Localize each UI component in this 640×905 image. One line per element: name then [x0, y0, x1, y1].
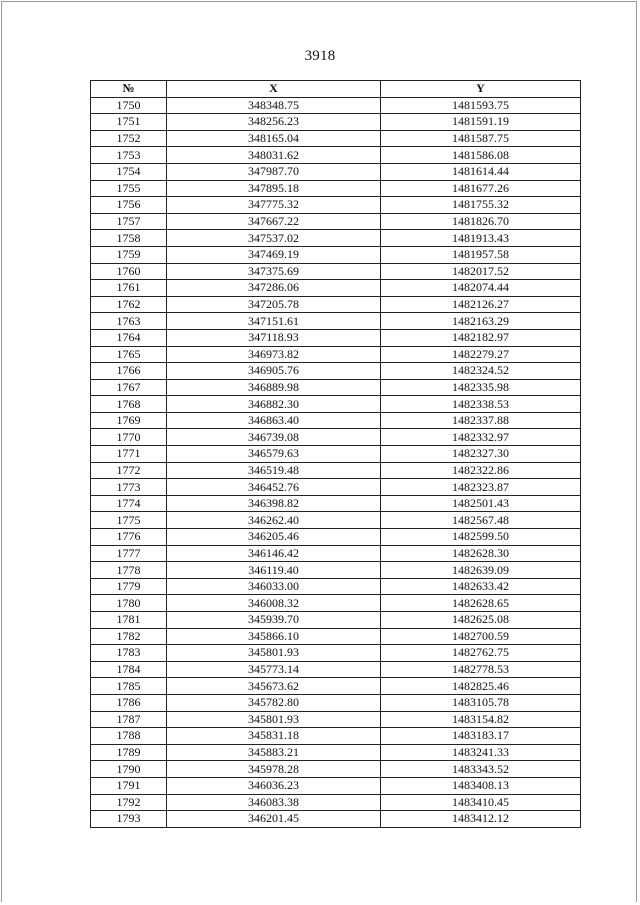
table-row [91, 628, 581, 645]
point-number-cell: 1764 [91, 329, 167, 346]
x-coordinate-cell: 346519.48 [167, 462, 381, 479]
point-number-cell: 1793 [91, 811, 167, 828]
point-number-cell: 1754 [91, 163, 167, 180]
point-number-cell: 1762 [91, 296, 167, 313]
table-row [91, 246, 581, 263]
x-coordinate-cell: 347537.02 [167, 230, 381, 247]
point-number-cell: 1752 [91, 130, 167, 147]
x-coordinate-cell: 346201.45 [167, 811, 381, 828]
table-row [91, 728, 581, 745]
point-number-cell: 1784 [91, 661, 167, 678]
table-row [91, 661, 581, 678]
x-coordinate-cell: 346739.08 [167, 429, 381, 446]
y-coordinate-cell: 1482279.27 [381, 346, 581, 363]
table-row [91, 545, 581, 562]
y-coordinate-cell: 1481677.26 [381, 180, 581, 197]
point-number-cell: 1760 [91, 263, 167, 280]
y-coordinate-cell: 1482825.46 [381, 678, 581, 695]
x-coordinate-cell: 345801.93 [167, 645, 381, 662]
x-coordinate-cell: 346882.30 [167, 396, 381, 413]
x-coordinate-cell: 347895.18 [167, 180, 381, 197]
x-coordinate-cell: 345782.80 [167, 694, 381, 711]
point-number-cell: 1774 [91, 495, 167, 512]
x-coordinate-cell: 346973.82 [167, 346, 381, 363]
table-row [91, 197, 581, 214]
table-row [91, 645, 581, 662]
table-row [91, 562, 581, 579]
x-coordinate-cell: 346398.82 [167, 495, 381, 512]
point-number-cell: 1756 [91, 197, 167, 214]
y-coordinate-cell: 1482633.42 [381, 578, 581, 595]
table-row [91, 744, 581, 761]
x-coordinate-cell: 346036.23 [167, 777, 381, 794]
x-coordinate-cell: 346146.42 [167, 545, 381, 562]
point-number-cell: 1766 [91, 363, 167, 380]
x-coordinate-cell: 346889.98 [167, 379, 381, 396]
x-coordinate-cell: 346083.38 [167, 794, 381, 811]
y-coordinate-cell: 1483343.52 [381, 761, 581, 778]
y-coordinate-cell: 1482332.97 [381, 429, 581, 446]
y-coordinate-cell: 1482335.98 [381, 379, 581, 396]
x-coordinate-cell: 346863.40 [167, 412, 381, 429]
point-number-cell: 1770 [91, 429, 167, 446]
table-row [91, 495, 581, 512]
x-coordinate-cell: 347375.69 [167, 263, 381, 280]
x-coordinate-cell: 346033.00 [167, 578, 381, 595]
point-number-cell: 1776 [91, 529, 167, 546]
x-coordinate-cell: 348031.62 [167, 147, 381, 164]
point-number-cell: 1792 [91, 794, 167, 811]
table-row [91, 180, 581, 197]
table-row [91, 313, 581, 330]
table-row [91, 114, 581, 131]
x-coordinate-cell: 346262.40 [167, 512, 381, 529]
x-coordinate-cell: 345978.28 [167, 761, 381, 778]
point-number-cell: 1775 [91, 512, 167, 529]
y-coordinate-cell: 1483241.33 [381, 744, 581, 761]
table-row [91, 429, 581, 446]
point-number-cell: 1791 [91, 777, 167, 794]
y-coordinate-cell: 1482567.48 [381, 512, 581, 529]
y-coordinate-cell: 1482762.75 [381, 645, 581, 662]
point-number-cell: 1783 [91, 645, 167, 662]
y-coordinate-cell: 1481826.70 [381, 213, 581, 230]
table-row [91, 263, 581, 280]
table-row [91, 280, 581, 297]
table-row [91, 462, 581, 479]
x-coordinate-cell: 346579.63 [167, 446, 381, 463]
x-coordinate-cell: 347118.93 [167, 329, 381, 346]
table-row [91, 529, 581, 546]
column-header-y: Y [381, 81, 581, 98]
point-number-cell: 1785 [91, 678, 167, 695]
y-coordinate-cell: 1482338.53 [381, 396, 581, 413]
point-number-cell: 1758 [91, 230, 167, 247]
table-header-row [91, 81, 581, 98]
page-number: 3918 [304, 48, 336, 64]
x-coordinate-cell: 345883.21 [167, 744, 381, 761]
y-coordinate-cell: 1482322.86 [381, 462, 581, 479]
table-row [91, 811, 581, 828]
table-row [91, 346, 581, 363]
y-coordinate-cell: 1482327.30 [381, 446, 581, 463]
table-row [91, 678, 581, 695]
point-number-cell: 1757 [91, 213, 167, 230]
y-coordinate-cell: 1482778.53 [381, 661, 581, 678]
point-number-cell: 1772 [91, 462, 167, 479]
table-row [91, 97, 581, 114]
table-row [91, 213, 581, 230]
point-number-cell: 1769 [91, 412, 167, 429]
table-row [91, 794, 581, 811]
table-row [91, 147, 581, 164]
table-body [91, 97, 581, 827]
point-number-cell: 1777 [91, 545, 167, 562]
point-number-cell: 1763 [91, 313, 167, 330]
table-row [91, 130, 581, 147]
table-row [91, 512, 581, 529]
table-row [91, 230, 581, 247]
point-number-cell: 1765 [91, 346, 167, 363]
point-number-cell: 1782 [91, 628, 167, 645]
y-coordinate-cell: 1481957.58 [381, 246, 581, 263]
table-row [91, 296, 581, 313]
point-number-cell: 1750 [91, 97, 167, 114]
y-coordinate-cell: 1482628.30 [381, 545, 581, 562]
point-number-cell: 1767 [91, 379, 167, 396]
point-number-cell: 1787 [91, 711, 167, 728]
y-coordinate-cell: 1482639.09 [381, 562, 581, 579]
point-number-cell: 1778 [91, 562, 167, 579]
point-number-cell: 1753 [91, 147, 167, 164]
x-coordinate-cell: 346905.76 [167, 363, 381, 380]
table-row [91, 363, 581, 380]
table-row [91, 163, 581, 180]
point-number-cell: 1781 [91, 612, 167, 629]
y-coordinate-cell: 1481755.32 [381, 197, 581, 214]
column-header-number: № [91, 81, 167, 98]
point-number-cell: 1755 [91, 180, 167, 197]
y-coordinate-cell: 1481586.08 [381, 147, 581, 164]
point-number-cell: 1761 [91, 280, 167, 297]
point-number-cell: 1789 [91, 744, 167, 761]
x-coordinate-cell: 346119.40 [167, 562, 381, 579]
point-number-cell: 1768 [91, 396, 167, 413]
x-coordinate-cell: 345831.18 [167, 728, 381, 745]
x-coordinate-cell: 347775.32 [167, 197, 381, 214]
y-coordinate-cell: 1483412.12 [381, 811, 581, 828]
table-row [91, 379, 581, 396]
table-row [91, 777, 581, 794]
y-coordinate-cell: 1482628.65 [381, 595, 581, 612]
x-coordinate-cell: 347469.19 [167, 246, 381, 263]
point-number-cell: 1759 [91, 246, 167, 263]
x-coordinate-cell: 345939.70 [167, 612, 381, 629]
table-row [91, 711, 581, 728]
table-row [91, 595, 581, 612]
x-coordinate-cell: 347151.61 [167, 313, 381, 330]
x-coordinate-cell: 347987.70 [167, 163, 381, 180]
point-number-cell: 1751 [91, 114, 167, 131]
x-coordinate-cell: 346008.32 [167, 595, 381, 612]
table-row [91, 761, 581, 778]
x-coordinate-cell: 346452.76 [167, 479, 381, 496]
x-coordinate-cell: 345801.93 [167, 711, 381, 728]
x-coordinate-cell: 347286.06 [167, 280, 381, 297]
point-number-cell: 1780 [91, 595, 167, 612]
x-coordinate-cell: 346205.46 [167, 529, 381, 546]
y-coordinate-cell: 1483154.82 [381, 711, 581, 728]
x-coordinate-cell: 347667.22 [167, 213, 381, 230]
y-coordinate-cell: 1483183.17 [381, 728, 581, 745]
table-row [91, 578, 581, 595]
x-coordinate-cell: 348348.75 [167, 97, 381, 114]
y-coordinate-cell: 1481587.75 [381, 130, 581, 147]
y-coordinate-cell: 1482074.44 [381, 280, 581, 297]
point-number-cell: 1771 [91, 446, 167, 463]
coordinates-table [90, 80, 581, 828]
table-row [91, 612, 581, 629]
y-coordinate-cell: 1481614.44 [381, 163, 581, 180]
y-coordinate-cell: 1482625.08 [381, 612, 581, 629]
table-row [91, 446, 581, 463]
point-number-cell: 1773 [91, 479, 167, 496]
y-coordinate-cell: 1483410.45 [381, 794, 581, 811]
x-coordinate-cell: 348256.23 [167, 114, 381, 131]
y-coordinate-cell: 1482324.52 [381, 363, 581, 380]
y-coordinate-cell: 1481593.75 [381, 97, 581, 114]
table-row [91, 396, 581, 413]
point-number-cell: 1779 [91, 578, 167, 595]
y-coordinate-cell: 1482337.88 [381, 412, 581, 429]
y-coordinate-cell: 1482599.50 [381, 529, 581, 546]
point-number-cell: 1790 [91, 761, 167, 778]
y-coordinate-cell: 1482700.59 [381, 628, 581, 645]
y-coordinate-cell: 1481591.19 [381, 114, 581, 131]
x-coordinate-cell: 345673.62 [167, 678, 381, 695]
y-coordinate-cell: 1482501.43 [381, 495, 581, 512]
y-coordinate-cell: 1481913.43 [381, 230, 581, 247]
table-row [91, 479, 581, 496]
x-coordinate-cell: 345866.10 [167, 628, 381, 645]
table-row [91, 412, 581, 429]
table-row [91, 329, 581, 346]
x-coordinate-cell: 347205.78 [167, 296, 381, 313]
y-coordinate-cell: 1482126.27 [381, 296, 581, 313]
y-coordinate-cell: 1483408.13 [381, 777, 581, 794]
point-number-cell: 1788 [91, 728, 167, 745]
point-number-cell: 1786 [91, 694, 167, 711]
table-row [91, 694, 581, 711]
y-coordinate-cell: 1482323.87 [381, 479, 581, 496]
y-coordinate-cell: 1482017.52 [381, 263, 581, 280]
y-coordinate-cell: 1483105.78 [381, 694, 581, 711]
x-coordinate-cell: 345773.14 [167, 661, 381, 678]
y-coordinate-cell: 1482163.29 [381, 313, 581, 330]
column-header-x: X [167, 81, 381, 98]
x-coordinate-cell: 348165.04 [167, 130, 381, 147]
y-coordinate-cell: 1482182.97 [381, 329, 581, 346]
